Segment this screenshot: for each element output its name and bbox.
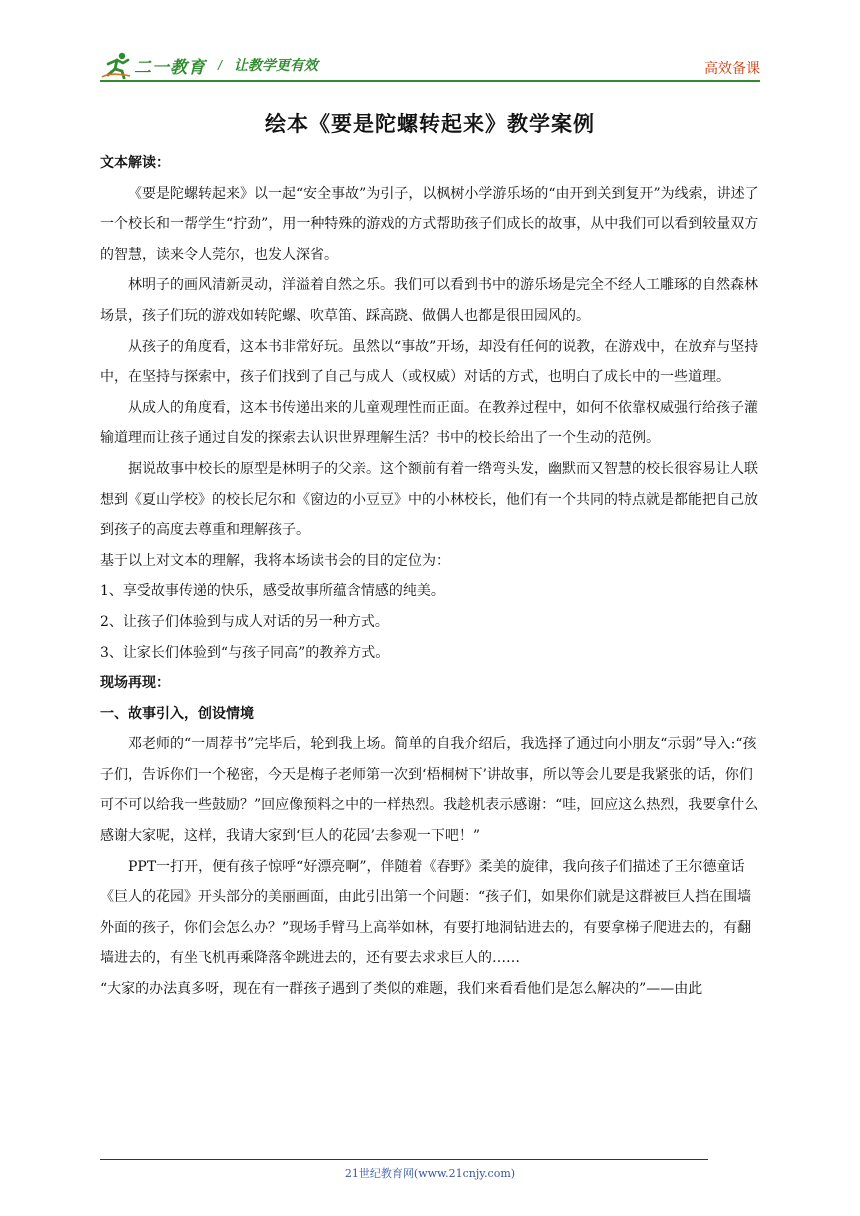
logo-text: 二一教育 (134, 57, 206, 77)
section-heading-live: 现场再现： (100, 675, 170, 692)
paragraph-4: 从成人的角度看，这本书传递出来的儿童观理性而正面。在教养过程中，如何不依靠权威强行给孩子灌输道理而让孩子通过自发的探索去认识世界理解生活？书中的校长给出了一个生动的范例。 (100, 399, 758, 447)
header-slogan: 让教学更有效 (233, 57, 318, 73)
header-right-label: 高效备课 (704, 60, 760, 76)
goal-item-1: 1、享受故事传递的快乐，感受故事所蕴含情感的纯美。 (100, 583, 445, 600)
footer-divider (100, 1159, 708, 1160)
paragraph-6: 基于以上对文本的理解，我将本场读书会的目的定位为： (100, 552, 450, 569)
goal-item-2: 2、让孩子们体验到与成人对话的另一种方式。 (100, 613, 389, 630)
paragraph-5: 据说故事中校长的原型是林明子的父亲。这个额前有着一绺弯头发，幽默而又智慧的校长很容易让人联想到《夏山学校》的校长尼尔和《窗边的小豆豆》中的小林校长，他们有一个共同的特点就是都能把自己放到孩子的高度去尊重和理解孩子。 (100, 460, 758, 539)
sub-heading-1: 一、故事引入，创设情境 (100, 705, 254, 722)
paragraph-8: PPT一打开，便有孩子惊呼“好漂亮啊”，伴随着《春野》柔美的旋律，我向孩子们描述了王尔德童话《巨人的花园》开头部分的美丽画面，由此引出第一个问题：“孩子们，如果你们就是这群被巨人挡在围墙外面的孩子，你们会怎么办？”现场手臂马上高举如林，有要打地洞钻进去的，有要拿梯子爬进去的，有翻墙进去的，有坐飞机再乘降落伞跳进去的，还有要去求求巨人的…… (100, 858, 752, 967)
header-divider (100, 80, 760, 82)
header-separator: / (218, 57, 222, 73)
document-body (100, 148, 764, 1005)
paragraph-1: 《要是陀螺转起来》以一起“安全事故”为引子，以枫树小学游乐场的“由开到关到复开”为线索，讲述了一个校长和一帮学生“拧劲”，用一种特殊的游戏的方式帮助孩子们成长的故事，从中我们可以看到较量双方的智慧，读来令人莞尔，也发人深省。 (100, 185, 759, 263)
section-heading-text-reading: 文本解读： (100, 155, 170, 171)
paragraph-9: “大家的办法真多呀，现在有一群孩子遇到了类似的难题，我们来看看他们是怎么解决的”——由此 (100, 981, 703, 998)
document-title: 绘本《要是陀螺转起来》教学案例 (265, 112, 595, 136)
running-figure-icon (100, 51, 132, 79)
goal-item-3: 3、让家长们体验到“与孩子同高”的教养方式。 (100, 644, 390, 661)
brand-logo (100, 50, 318, 80)
paragraph-2: 林明子的画风清新灵动，洋溢着自然之乐。我们可以看到书中的游乐场是完全不经人工雕琢的自然森林场景，孩子们玩的游戏如转陀螺、吹草笛、踩高跷、做偶人也都是很田园风的。 (100, 277, 758, 324)
page-header (100, 50, 760, 82)
paragraph-3: 从孩子的角度看，这本书非常好玩。虽然以“事故”开场，却没有任何的说教，在游戏中，在放弃与坚持中，在坚持与探索中，孩子们找到了自己与成人（或权威）对话的方式，也明白了成长中的一些道理。 (100, 338, 759, 386)
footer-text: 21世纪教育网(www.21cnjy.com) (344, 1167, 516, 1180)
paragraph-7: 邓老师的“一周荐书”完毕后，轮到我上场。简单的自我介绍后，我选择了通过向小朋友“示弱”导入:“孩子们，告诉你们一个秘密，今天是梅子老师第一次到‘梧桐树下’讲故事，所以等会儿要是我紧张的话，你们可不可以给我一些鼓励？”回应像预料之中的一样热烈。我趁机表示感谢：“哇，回应这么热烈，我要拿什么感谢大家呢，这样，我请大家到‘巨人的花园’去参观一下吧！” (100, 736, 759, 845)
